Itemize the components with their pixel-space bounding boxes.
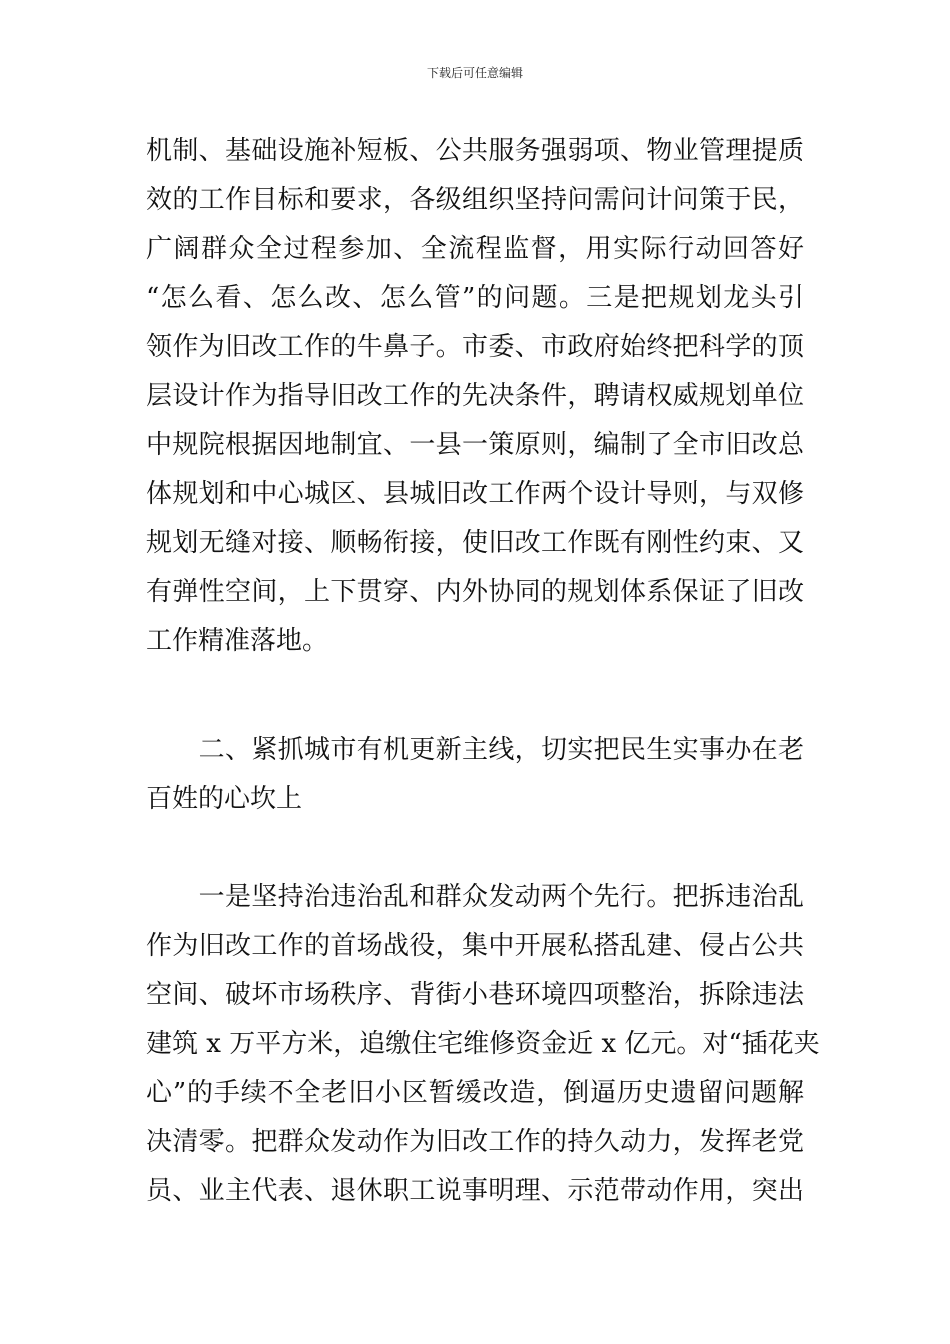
paragraph-line: 领作为旧改工作的牛鼻子。市委、市政府始终把科学的顶 — [146, 332, 804, 362]
paragraph-line: 心”的手续不全老旧小区暂缓改造，倒逼历史遗留问题解 — [146, 1078, 804, 1108]
paragraph-line: 体规划和中心城区、县城旧改工作两个设计导则，与双修 — [146, 479, 804, 509]
paragraph-line: 空间、破坏市场秩序、背街小巷环境四项整治，拆除违法 — [146, 980, 804, 1010]
page-header: 下载后可任意编辑 — [426, 66, 523, 80]
paragraph-line: 层设计作为指导旧改工作的先决条件，聘请权威规划单位 — [146, 381, 804, 411]
paragraph-line: 机制、基础设施补短板、公共服务强弱项、物业管理提质 — [146, 136, 804, 166]
paragraph-1 — [146, 127, 804, 666]
paragraph-line: 效的工作目标和要求，各级组织坚持问需问计问策于民， — [146, 185, 804, 215]
heading-line: 二、紧抓城市有机更新主线，切实把民生实事办在老 — [146, 735, 804, 765]
paragraph-line: 作为旧改工作的首场战役，集中开展私搭乱建、侵占公共 — [146, 931, 804, 961]
heading-line: 百姓的心坎上 — [146, 784, 303, 814]
paragraph-line: 决清零。把群众发动作为旧改工作的持久动力，发挥老党 — [146, 1127, 804, 1157]
paragraph-line: 中规院根据因地制宜、一县一策原则，编制了全市旧改总 — [146, 430, 804, 460]
section-heading — [146, 726, 804, 824]
paragraph-line: 规划无缝对接、顺畅衔接，使旧改工作既有刚性约束、又 — [146, 528, 804, 558]
paragraph-line: “怎么看、怎么改、怎么管”的问题。三是把规划龙头引 — [146, 283, 804, 313]
paragraph-line: 工作精准落地。 — [146, 626, 329, 656]
paragraph-line: 一是坚持治违治乱和群众发动两个先行。把拆违治乱 — [146, 882, 804, 912]
paragraph-line: 员、业主代表、退休职工说事明理、示范带动作用，突出 — [146, 1176, 804, 1206]
paragraph-line: 建筑 x 万平方米，追缴住宅维修资金近 x 亿元。对“插花夹 — [146, 1029, 820, 1059]
paragraph-line: 有弹性空间，上下贯穿、内外协同的规划体系保证了旧改 — [146, 577, 804, 607]
paragraph-line: 广阔群众全过程参加、全流程监督，用实际行动回答好 — [146, 234, 804, 264]
paragraph-2 — [146, 873, 820, 1216]
